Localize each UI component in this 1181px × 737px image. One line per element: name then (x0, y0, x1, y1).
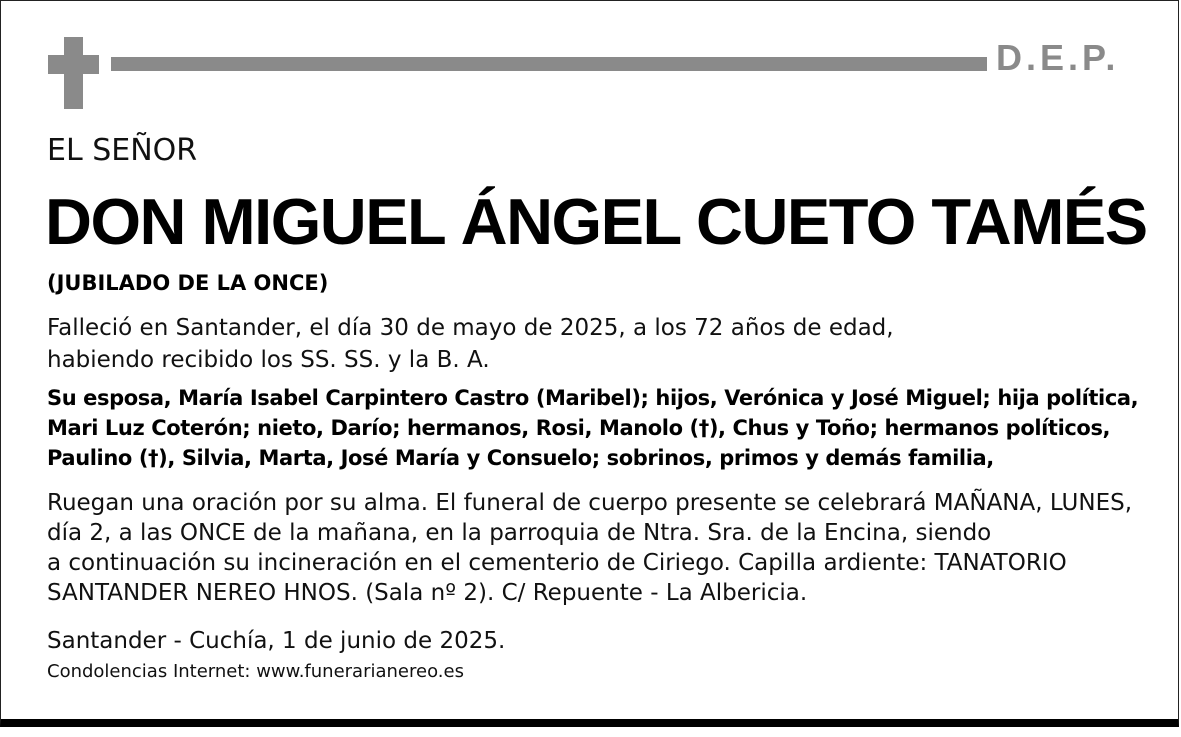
death-notice (47, 312, 894, 376)
deceased-name: DON MIGUEL ÁNGEL CUETO TAMÉS (45, 185, 1147, 258)
dep-label: D.E.P. (996, 37, 1120, 78)
condolences-link: Condolencias Internet: www.funerarianereo.es (47, 661, 464, 682)
funeral-line: SANTANDER NEREO HNOS. (Sala nº 2). C/ Repuente - La Albericia. (47, 580, 808, 606)
header-rule (111, 57, 987, 71)
family-line: Su esposa, María Isabel Carpintero Castro (Maribel); hijos, Verónica y José Miguel; hija política, (47, 386, 1139, 410)
funeral-line: día 2, a las ONCE de la mañana, en la parroquia de Ntra. Sra. de la Encina, siendo (47, 520, 992, 546)
deceased-subtitle: (JUBILADO DE LA ONCE) (47, 271, 329, 295)
cross-icon-arm (48, 55, 99, 74)
family-list (47, 383, 1138, 473)
death-notice-line: habiendo recibido los SS. SS. y la B. A. (47, 347, 490, 373)
family-line: Paulino (†), Silvia, Marta, José María y Consuelo; sobrinos, primos y demás familia, (47, 446, 994, 470)
death-notice-line: Falleció en Santander, el día 30 de mayo de 2025, a los 72 años de edad, (47, 315, 894, 341)
funeral-line: Ruegan una oración por su alma. El funeral de cuerpo presente se celebrará MAÑANA, LUNES, (47, 490, 1133, 516)
funeral-line: a continuación su incineración en el cementerio de Ciriego. Capilla ardiente: TANATORIO (47, 550, 1067, 576)
family-line: Mari Luz Coterón; nieto, Darío; hermanos, Rosi, Manolo (†), Chus y Toño; hermanos políticos, (47, 416, 1111, 440)
place-date: Santander - Cuchía, 1 de junio de 2025. (47, 628, 506, 654)
title-label: EL SEÑOR (47, 133, 198, 168)
funeral-details (47, 488, 1132, 608)
